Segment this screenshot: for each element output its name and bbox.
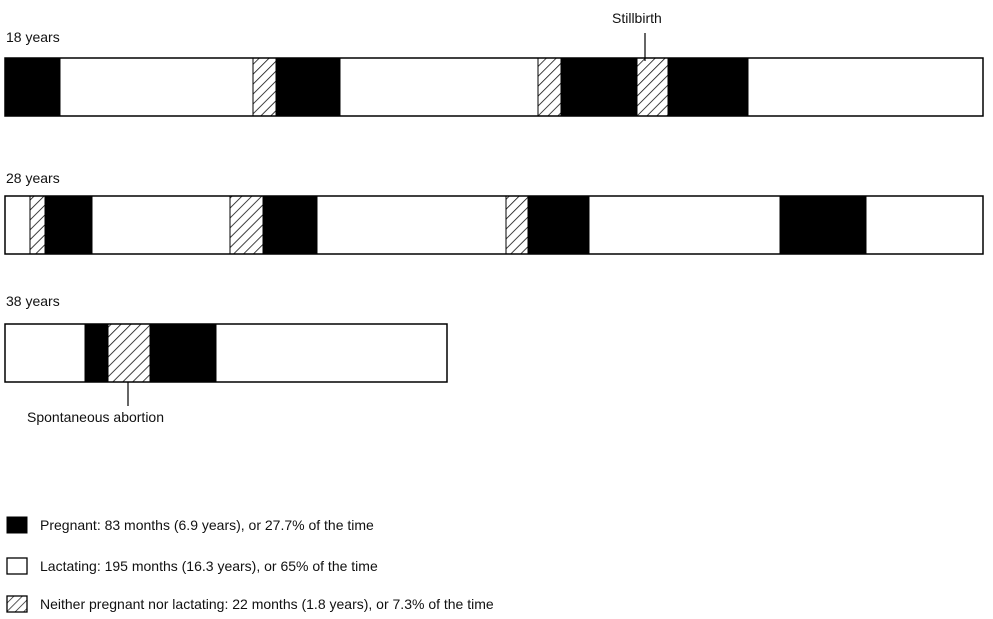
legend-swatch-neither [6, 595, 28, 613]
legend-item-pregnant [6, 515, 374, 535]
spontaneous-abortion-annotation: Spontaneous abortion [27, 409, 164, 425]
timeline-label-38: 38 years [6, 293, 60, 309]
segment-pregnant [668, 58, 748, 116]
legend-item-lactating [6, 556, 378, 576]
segment-neither [538, 58, 561, 116]
stillbirth-annotation: Stillbirth [612, 10, 662, 26]
timeline-bar-18 [0, 0, 993, 130]
segment-pregnant [780, 196, 866, 254]
segment-pregnant [561, 58, 637, 116]
segment-lactating [866, 196, 983, 254]
segment-lactating [340, 58, 538, 116]
legend-text-neither: Neither pregnant nor lactating: 22 months (1.8 years), or 7.3% of the time [40, 596, 494, 612]
segment-pregnant [528, 196, 589, 254]
legend-swatch-lactating [6, 557, 28, 575]
segment-neither [30, 196, 45, 254]
segment-pregnant [150, 324, 216, 382]
segment-pregnant [45, 196, 92, 254]
timeline-bar-28 [0, 190, 993, 260]
segment-neither [637, 58, 668, 116]
timeline-label-18: 18 years [6, 29, 60, 45]
segment-neither [253, 58, 276, 116]
segment-lactating [317, 196, 506, 254]
segment-pregnant [5, 58, 60, 116]
segment-pregnant [85, 324, 108, 382]
segment-lactating [589, 196, 780, 254]
legend-text-pregnant: Pregnant: 83 months (6.9 years), or 27.7% of the time [40, 517, 374, 533]
segment-lactating [5, 324, 85, 382]
segment-neither [108, 324, 150, 382]
segment-pregnant [276, 58, 340, 116]
timeline-bar-38 [0, 316, 993, 406]
segment-lactating [92, 196, 230, 254]
segment-neither [506, 196, 528, 254]
legend-item-neither [6, 594, 494, 614]
legend-text-lactating: Lactating: 195 months (16.3 years), or 65% of the time [40, 558, 378, 574]
segment-pregnant [263, 196, 317, 254]
segment-lactating [5, 196, 30, 254]
legend-swatch-pregnant [6, 516, 28, 534]
segment-lactating [216, 324, 447, 382]
segment-neither [230, 196, 263, 254]
segment-lactating [748, 58, 983, 116]
timeline-label-28: 28 years [6, 170, 60, 186]
segment-lactating [60, 58, 253, 116]
